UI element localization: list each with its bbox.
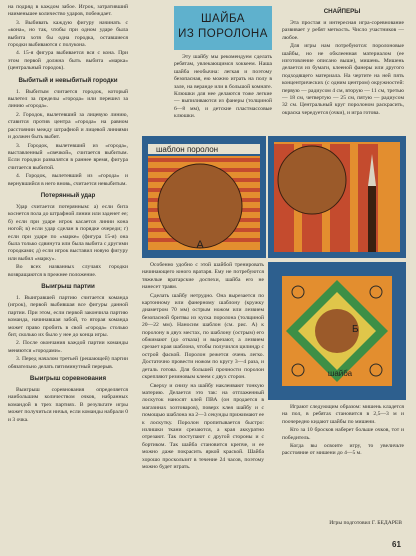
text-paragraph: Во всех названных случаях городки возвращаются в прежнее положение. bbox=[8, 264, 128, 278]
right-intro bbox=[282, 20, 404, 118]
section-heading: Выигрыш соревнования bbox=[29, 375, 107, 383]
wooden-template bbox=[278, 146, 346, 214]
text-paragraph: 3. Городок, вылетевший из «города», выставленный «свечкой», считается выбитым. Если городки развалятся в раннее время, фигура считается выбитой. bbox=[8, 142, 128, 171]
middle-column bbox=[142, 262, 264, 472]
figure-b-letter: Б bbox=[352, 324, 359, 335]
section-heading: Потерянный удар bbox=[40, 191, 96, 199]
text-paragraph: Для игры нам потребуются: поролоновые шайбы, но не обклеенная материалом (ее изготовление описано выше), мишень. Мишень делается из бумаги, клееной фанеры или другого подходящего материала. На чертите на ней пять концентрических (с одним центром) окружностей: первую — радиусом 4 см, вторую — 11 см, третью — 18 см, четвертую — 25 см, пятую — радиусом 32 см. Центральный круг поролоном раскрасить, окраска чередуется (очки), и игра готова. bbox=[282, 43, 404, 116]
wooden-template-disc bbox=[158, 164, 242, 248]
figure-a-letter: А bbox=[196, 239, 204, 251]
text-paragraph: 2. Городок, вылетевший за лицевую линию, ставится против центра «города» на равном расстоянии между штрафной и лицевой линиями и должен быть выбит. bbox=[8, 111, 128, 141]
text-paragraph: Выигрыш соревнования определяется наибольшим количеством очков, набранных командой в трех партиях. В результате игры может получиться ничья, если команды набрали 0 и 3 очка. bbox=[8, 387, 128, 423]
left-column bbox=[8, 4, 128, 425]
figure-b-puck bbox=[268, 262, 406, 400]
text-paragraph: 4. 15-я фигура выбивается вся с кона. При этом первой должна быть выбита «марка» (центральный городок). bbox=[8, 50, 128, 72]
figure-template-closeup bbox=[268, 136, 406, 258]
article-title bbox=[175, 12, 271, 42]
knife-handle bbox=[368, 186, 376, 252]
text-paragraph: Сверху и снизу на шайбу наклеивают тонкую материю. Делается это так: на отглаженный лоскуток наносят клей ПВА (он продается в магазинах хозтоваров), поверх клея шайбу и с помощью шаблона на 2—3 секунды прижимают ее к лоскутку. Поролон пропитывается быстро: излишки ткани срезаются, а края аккуратно отрезают. Так поступают с другой стороны и с бортиком. Так шайба становится крепче, и ее можно даже покрасить яркой краской. Шайба хорошо проскользит в течение 24 часов, поэтому можно будет играть. bbox=[142, 382, 264, 470]
text-paragraph: на подряд в каждом забое. Игрок, затративший наименьшее количество ударов, побеждает. bbox=[8, 4, 128, 18]
right-column-lower bbox=[282, 404, 404, 459]
title-line-2: ИЗ ПОРОЛОНА bbox=[178, 28, 268, 40]
text-paragraph: 1. Выигравшей партию считается команда (игрок), первой выбившая все фигуры данной партии. При этом, если первой закончила партию команда, начинавшая забой, то вторая команда может право пробить в свой «города» столько бит, сколько их было у нее до конца игры. bbox=[8, 295, 128, 339]
text-paragraph: Эту шайбу мы рекомендуем сделать ребятам, увлекающимся хоккеем. Наша шайба необычна: легкая и поэтому безопасная, ею можно играть на полу в зале, на веранде или в большой комнате. Клюшки для нее делаются тоже легкие — выпиливаются из фанеры (толщиной 6—8 мм), и детские пластмассовые клюшки. bbox=[174, 54, 272, 120]
section-heading: Выбитый и невыбитый городки bbox=[18, 76, 118, 84]
section-heading: Выигрыш партии bbox=[41, 283, 95, 290]
text-paragraph: Сделать шайбу нетрудно. Она вырезается по картонному или фанерному шаблону (кружку диаметром 70 мм) острым ножом или лезвием безопасной бритвы из куска поролона (толщиной 20—22 мм). Наносим шаблон (см. рис. А) к поролону в двух местах, по шаблону (острым) его обжимают (до отказа) и вырезают, а лезвием срезает края шаблона, чтобы получился цилиндр с острой фаской. Поролон режется очень легко. Достаточно провести ножом по кругу 3—4 раза, и деталь готова. Для большей прочности поролон скрепляют резиновым клеем с двух сторон. bbox=[142, 292, 264, 381]
text-paragraph: 3. Выбивать каждую фигуру начинать с «кона», но так, чтобы при одном ударе была выбита хотя бы одна городка, оставшиеся городки выбиваются с полукона. bbox=[8, 19, 128, 49]
title-line-1: ШАЙБА bbox=[201, 13, 245, 25]
right-section-heading: СНАЙПЕРЫ bbox=[323, 8, 361, 15]
page-number: 61 bbox=[392, 540, 401, 549]
text-paragraph: 1. Выбитым считается городок, который вылетел за пределы «города» или перешел за линию «города». bbox=[8, 88, 128, 110]
text-paragraph: Особенно удобно с этой шайбой тренировать начинающего юного вратаря. Ему не потребуются тяжелые вратарские доспехи, шайба его не нанесет травм. bbox=[142, 262, 264, 291]
text-paragraph: Удар считается потерянным: а) если бита коснется пола до штрафной линии или заденет ее; б) если при ударе игрок касается линии кона ногой; в) если удар сделан в порядке очереди; г) если при ударе по «марке» (фигура 15-я) она была только сдвинута или была выбита с другими городками; д) если игрок выставил новую фигуру или выбил «марку». bbox=[8, 203, 128, 262]
middle-intro bbox=[174, 54, 272, 122]
figure-b-caption: шайба bbox=[327, 369, 353, 378]
text-paragraph: 2. После окончания каждой партии команды меняются «городами». bbox=[8, 340, 128, 354]
text-paragraph: 4. Городок, вылетевший из «города» и вернувшийся в него вновь, считается невыбитым. bbox=[8, 173, 128, 187]
text-paragraph: Играют следующим образом: мишень кладется на пол, в ребятах становится в 2,5—3 м и поочередно кидают шайбы по мишени. bbox=[282, 404, 404, 425]
text-paragraph: Кто за 10 бросков наберет больше очков, тот и победитель. bbox=[282, 427, 404, 441]
text-paragraph: Когда вы освоите игру, то увеличьте расстояние от мишени до 4—5 м. bbox=[282, 443, 404, 457]
figure-a-caption: шаблон поролон bbox=[156, 145, 219, 154]
figure-a-template-cutting bbox=[142, 136, 266, 258]
text-paragraph: 3. Перед началом третьей (решающей) партии обязательно делать пятиминутный перерыв. bbox=[8, 356, 128, 370]
text-paragraph: Эта простая и интересная игра-соревнование развивает у ребят меткость. Число участников — любое. bbox=[282, 20, 404, 41]
author-credit: Игры подготовил Г. БЕДАРЕВ bbox=[329, 520, 402, 526]
